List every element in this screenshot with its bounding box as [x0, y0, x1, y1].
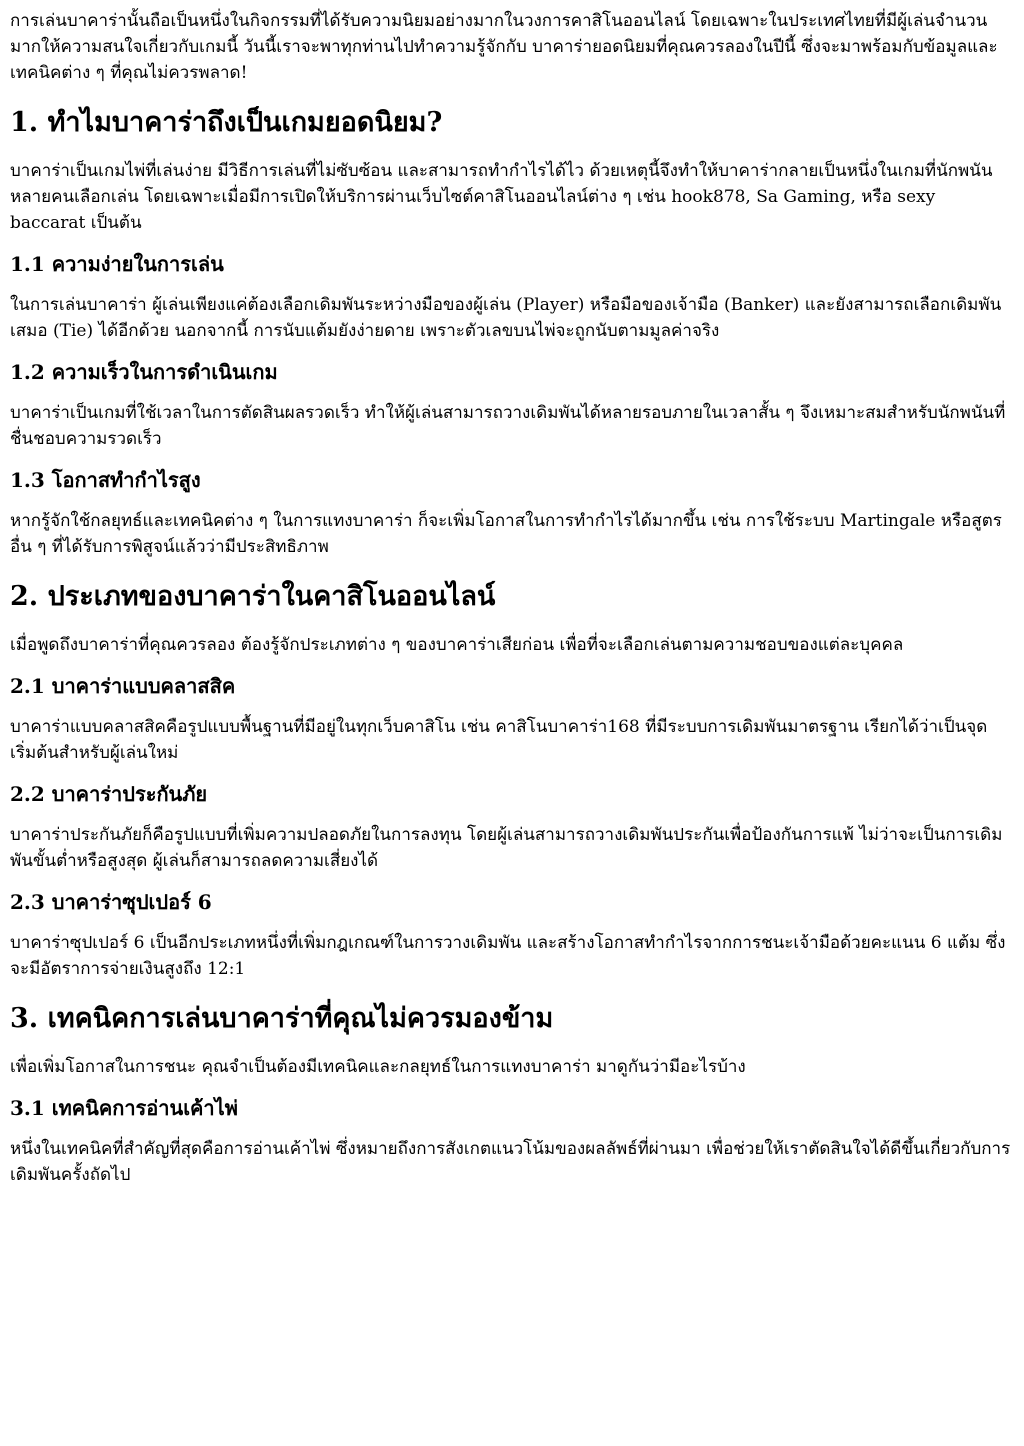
- section-2-heading: 2. ประเภทของบาคาร่าในคาสิโนออนไลน์: [10, 581, 496, 612]
- section-3-heading: 3. เทคนิคการเล่นบาคาร่าที่คุณไม่ควรมองข้าม: [10, 1003, 554, 1034]
- section-2-paragraph: เมื่อพูดถึงบาคาร่าที่คุณควรลอง ต้องรู้จักประเภทต่าง ๆ ของบาคาร่าเสียก่อน เพื่อที่จะเลือกเล่นตามความชอบของแต่ละบุคคล: [10, 635, 904, 655]
- section-3-paragraph: เพื่อเพิ่มโอกาสในการชนะ คุณจำเป็นต้องมีเทคนิคและกลยุทธ์ในการแทงบาคาร่า มาดูกันว่ามีอะไรบ้าง: [10, 1057, 746, 1077]
- section-1-2-paragraph: บาคาร่าเป็นเกมที่ใช้เวลาในการตัดสินผลรวดเร็ว ทำให้ผู้เล่นสามารถวางเดิมพันได้หลายรอบภายในเวลาสั้น ๆ จึงเหมาะสมสำหรับนักพนันที่ชื่นชอบความรวดเร็ว: [10, 403, 1006, 449]
- section-2-3-paragraph: บาคาร่าซุปเปอร์ 6 เป็นอีกประเภทหนึ่งที่เพิ่มกฎเกณฑ์ในการวางเดิมพัน และสร้างโอกาสทำกำไรจากการชนะเจ้ามือด้วยคะแนน 6 แต้ม ซึ่งจะมีอัตราการจ่ายเงินสูงถึง 12:1: [10, 933, 1006, 979]
- section-1-paragraph: บาคาร่าเป็นเกมไพ่ที่เล่นง่าย มีวิธีการเล่นที่ไม่ซับซ้อน และสามารถทำกำไรได้ไว ด้วยเหตุนี้จึงทำให้บาคาร่ากลายเป็นหนึ่งในเกมที่นักพนันหลายคนเลือกเล่น โดยเฉพาะเมื่อมีการเปิดให้บริการผ่านเว็บไซต์คาสิโนออนไลน์ต่าง ๆ เช่น hook878, Sa Gaming, หรือ sexy baccarat เป็นต้น: [10, 161, 993, 233]
- section-1-2-heading: 1.2 ความเร็วในการดำเนินเกม: [10, 360, 278, 384]
- section-2-3-heading: 2.3 บาคาร่าซุปเปอร์ 6: [10, 890, 212, 914]
- intro-paragraph: การเล่นบาคาร่านั้นถือเป็นหนึ่งในกิจกรรมที่ได้รับความนิยมอย่างมากในวงการคาสิโนออนไลน์ โดยเฉพาะในประเทศไทยที่มีผู้เล่นจำนวนมากให้ความสนใจเกี่ยวกับเกมนี้ วันนี้เราจะพาทุกท่านไปทำความรู้จักกับ บาคาร่ายอดนิยมที่คุณควรลองในปีนี้ ซึ่งจะมาพร้อมกับข้อมูลและเทคนิคต่าง ๆ ที่คุณไม่ควรพลาด!: [10, 11, 998, 83]
- section-2-1-paragraph: บาคาร่าแบบคลาสสิคคือรูปแบบพื้นฐานที่มีอยู่ในทุกเว็บคาสิโน เช่น คาสิโนบาคาร่า168 ที่มีระบบการเดิมพันมาตรฐาน เรียกได้ว่าเป็นจุดเริ่มต้นสำหรับผู้เล่นใหม่: [10, 717, 988, 763]
- section-2-2-paragraph: บาคาร่าประกันภัยก็คือรูปแบบที่เพิ่มความปลอดภัยในการลงทุน โดยผู้เล่นสามารถวางเดิมพันประกันเพื่อป้องกันการแพ้ ไม่ว่าจะเป็นการเดิมพันขั้นต่ำหรือสูงสุด ผู้เล่นก็สามารถลดความเสี่ยงได้: [10, 825, 1003, 871]
- section-3-1-heading: 3.1 เทคนิคการอ่านเค้าไพ่: [10, 1096, 238, 1120]
- section-1-1-heading: 1.1 ความง่ายในการเล่น: [10, 252, 224, 276]
- section-2-1-heading: 2.1 บาคาร่าแบบคลาสสิค: [10, 674, 236, 698]
- section-1-3-heading: 1.3 โอกาสทำกำไรสูง: [10, 468, 201, 492]
- section-2-2-heading: 2.2 บาคาร่าประกันภัย: [10, 782, 208, 806]
- section-1-1-paragraph: ในการเล่นบาคาร่า ผู้เล่นเพียงแค่ต้องเลือกเดิมพันระหว่างมือของผู้เล่น (Player) หรือมือของเจ้ามือ (Banker) และยังสามารถเลือกเดิมพันเสมอ (Tie) ได้อีกด้วย นอกจากนี้ การนับแต้มยังง่ายดาย เพราะตัวเลขบนไพ่จะถูกนับตามมูลค่าจริง: [10, 295, 1002, 341]
- section-1-3-paragraph: หากรู้จักใช้กลยุทธ์และเทคนิคต่าง ๆ ในการแทงบาคาร่า ก็จะเพิ่มโอกาสในการทำกำไรได้มากขึ้น เช่น การใช้ระบบ Martingale หรือสูตรอื่น ๆ ที่ได้รับการพิสูจน์แล้วว่ามีประสิทธิภาพ: [10, 511, 1002, 557]
- section-1-heading: 1. ทำไมบาคาร่าถึงเป็นเกมยอดนิยม?: [10, 107, 443, 138]
- section-3-1-paragraph: หนึ่งในเทคนิคที่สำคัญที่สุดคือการอ่านเค้าไพ่ ซึ่งหมายถึงการสังเกตแนวโน้มของผลลัพธ์ที่ผ่านมา เพื่อช่วยให้เราตัดสินใจได้ดีขึ้นเกี่ยวกับการเดิมพันครั้งถัดไป: [10, 1139, 1011, 1185]
